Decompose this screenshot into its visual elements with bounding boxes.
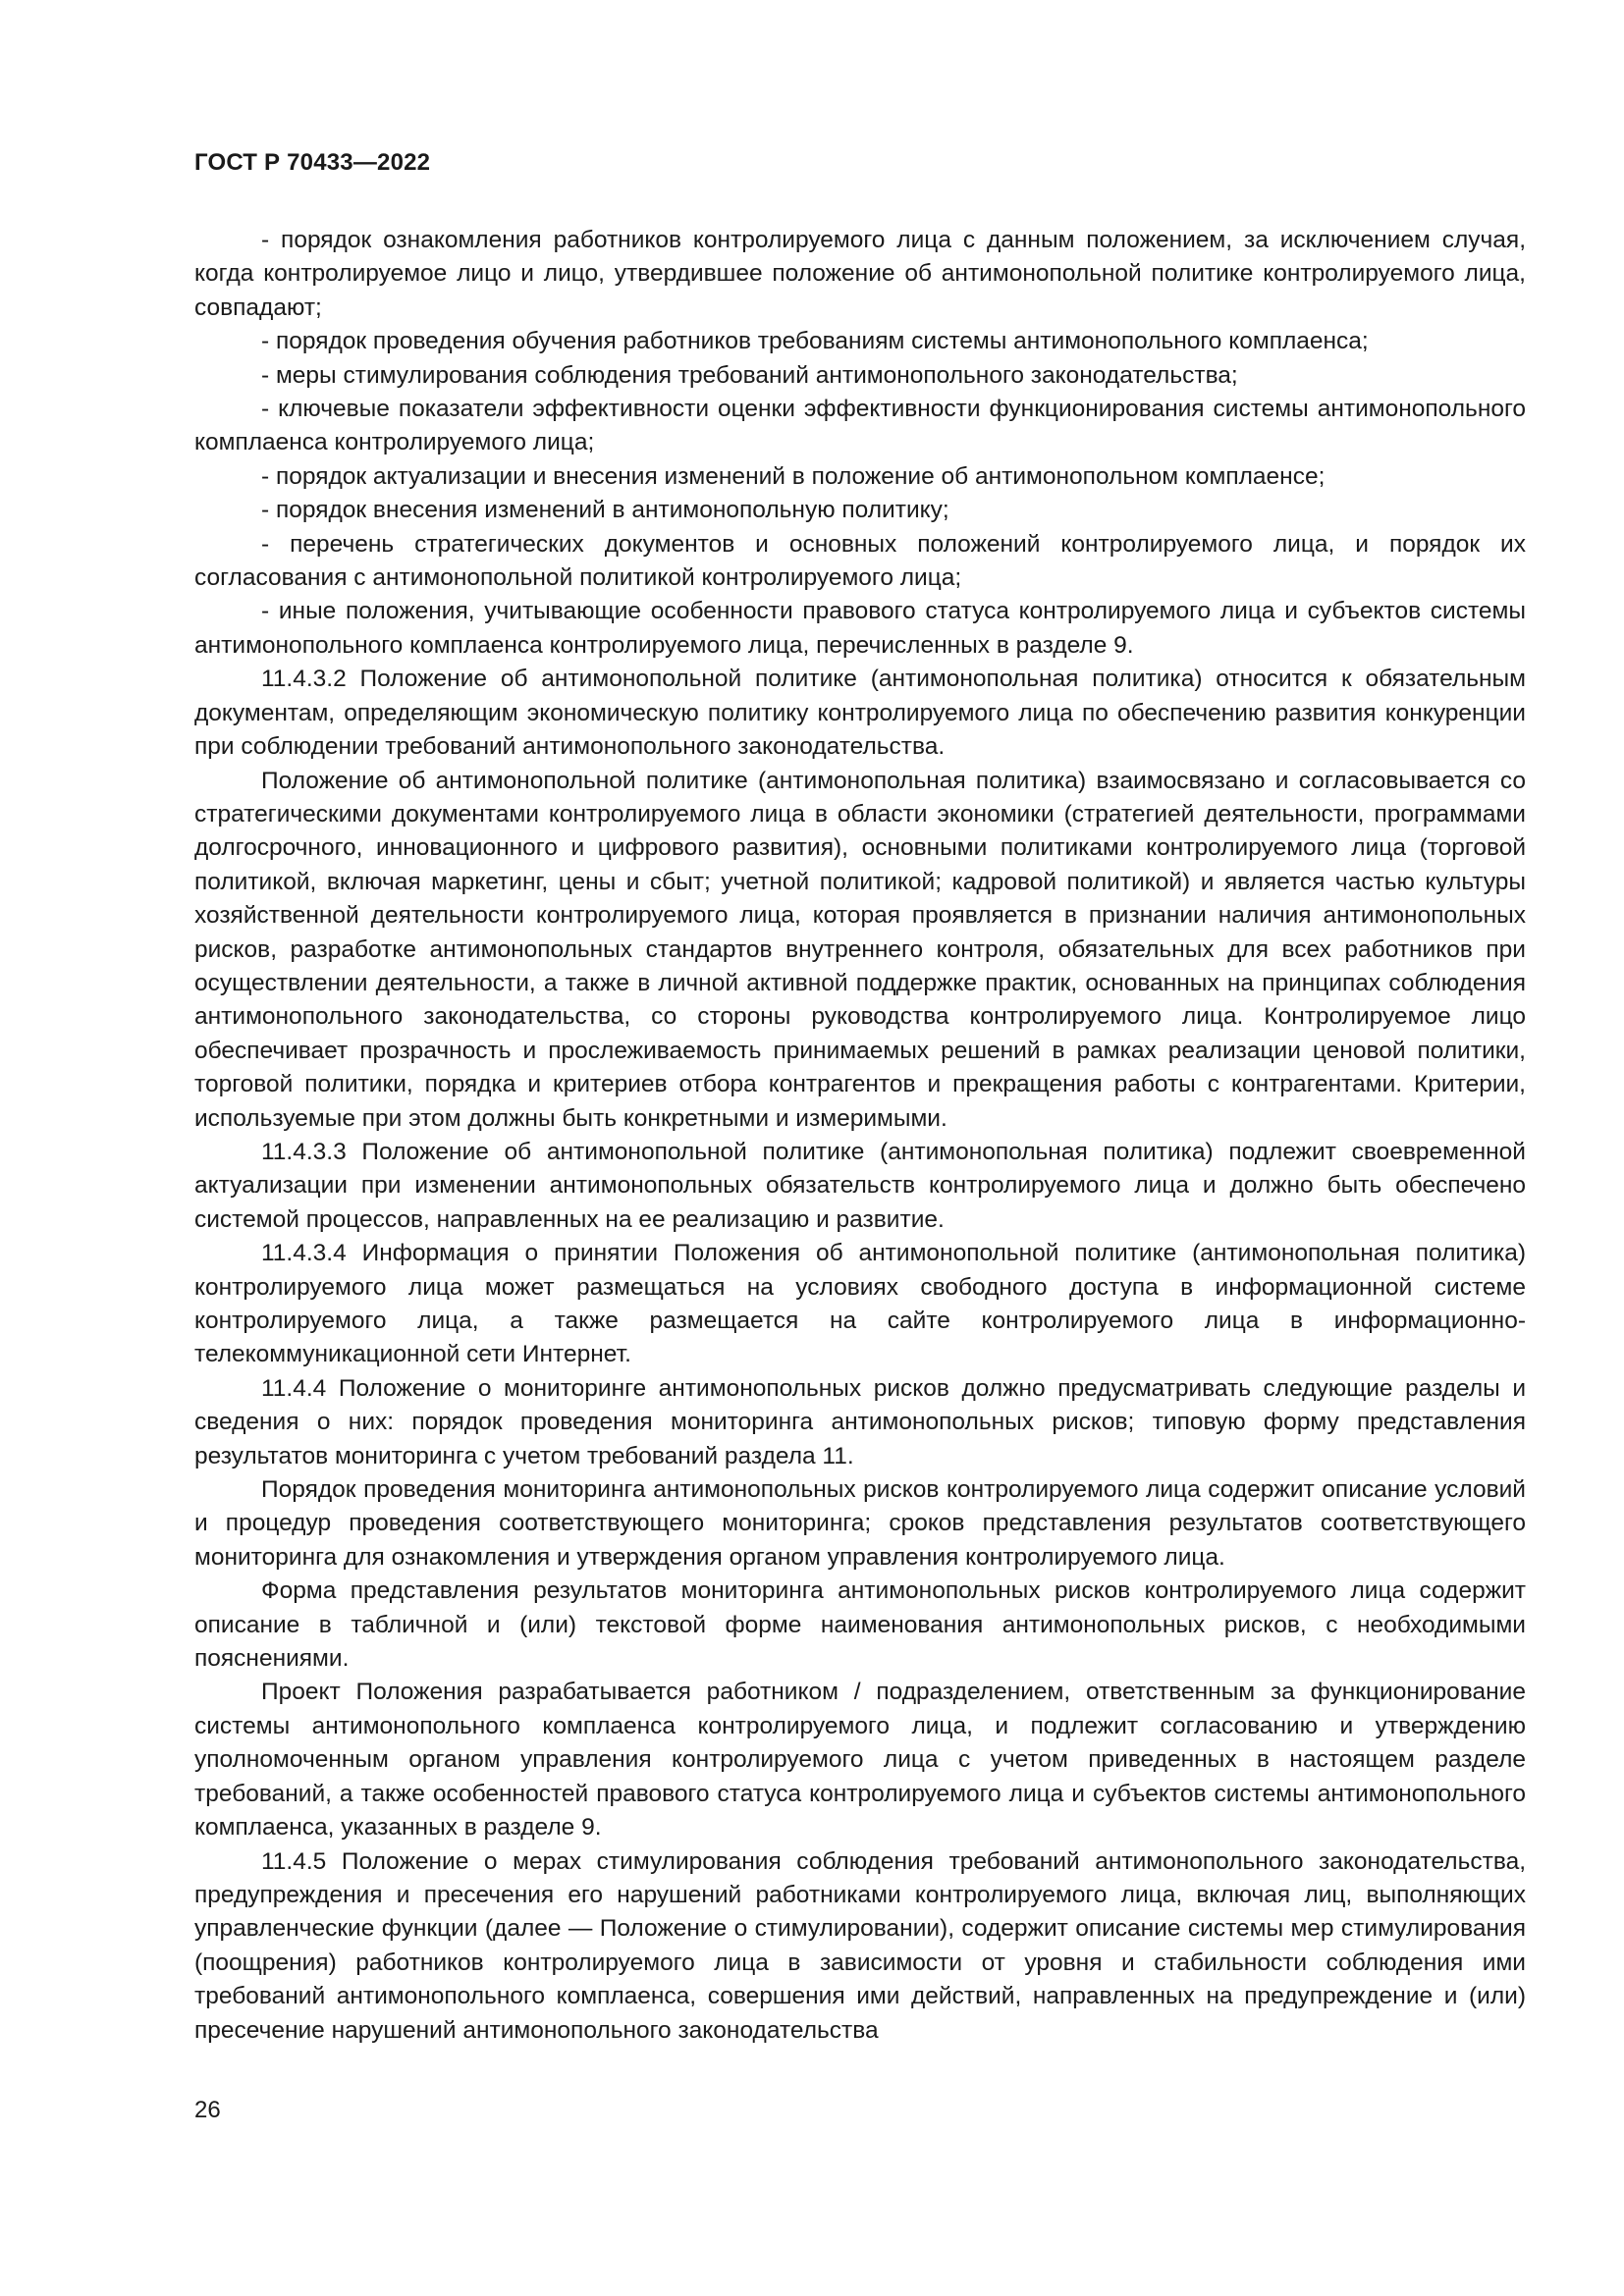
paragraph: Форма представления результатов мониторинга антимонопольных рисков контролируемого лица содержит описание в табличной и (или) текстовой форме наименования антимонопольных рисков, с необходимыми пояснениями.: [194, 1577, 1526, 1673]
paragraph: 11.4.5 Положение о мерах стимулирования соблюдения требований антимонопольного законодательства, предупреждения и пресечения его нарушений работниками контролируемого лица, включая лиц, выполняющих управленческие функции (далее — Положение о стимулировании), содержит описание системы мер стимулирования (поощрения) работников контролируемого лица в зависимости от уровня и стабильности соблюдения ими требований антимонопольного комплаенса, совершения ими действий, направленных на предупреждение и (или) пресечение нарушений антимонопольного законодательства: [194, 1847, 1526, 2044]
paragraph: 11.4.3.2 Положение об антимонопольной политике (антимонопольная политика) относится к обязательным документам, определяющим экономическую политику контролируемого лица по обеспечению развития конкуренции при соблюдении требований антимонопольного законодательства.: [194, 666, 1526, 761]
paragraph: - меры стимулирования соблюдения требований антимонопольного законодательства;: [261, 361, 1238, 389]
paragraph: 11.4.3.3 Положение об антимонопольной политике (антимонопольная политика) подлежит своевременной актуализации при изменении антимонопольных обязательств контролируемого лица и должно быть обеспечено системой процессов, направленных на ее реализацию и развитие.: [194, 1138, 1526, 1233]
paragraph: - порядок проведения обучения работников требованиям системы антимонопольного комплаенса;: [261, 328, 1369, 355]
paragraph: - ключевые показатели эффективности оценки эффективности функционирования системы антимонопольного комплаенса контролируемого лица;: [194, 396, 1526, 456]
standard-code-header: ГОСТ Р 70433—2022: [194, 149, 431, 176]
paragraph: 11.4.4 Положение о мониторинге антимонопольных рисков должно предусматривать следующие разделы и сведения о них: порядок проведения мониторинга антимонопольных рисков; типовую форму представления результатов мониторинга с учетом требований раздела 11.: [194, 1374, 1526, 1469]
document-body: [194, 224, 1526, 2048]
paragraph: - иные положения, учитывающие особенности правового статуса контролируемого лица и субъектов системы антимонопольного комплаенса контролируемого лица, перечисленных в разделе 9.: [194, 598, 1526, 659]
paragraph: - порядок актуализации и внесения изменений в положение об антимонопольном комплаенсе;: [261, 462, 1326, 490]
paragraph: Проект Положения разрабатывается работником / подразделением, ответственным за функционирование системы антимонопольного комплаенса контролируемого лица, и подлежит согласованию и утверждению уполномоченным органом управления контролируемого лица с учетом приведенных в настоящем разделе требований, а также особенностей правового статуса контролируемого лица и субъектов системы антимонопольного комплаенса, указанных в разделе 9.: [194, 1679, 1526, 1842]
page-number: 26: [194, 2097, 221, 2123]
paragraph: Положение об антимонопольной политике (антимонопольная политика) взаимосвязано и согласовывается со стратегическими документами контролируемого лица в области экономики (стратегией деятельности, программами долгосрочного, инновационного и цифрового развития), основными политиками контролируемого лица (торговой политикой, включая маркетинг, цены и сбыт; учетной политикой; кадровой политикой) и является частью культуры хозяйственной деятельности контролируемого лица, которая проявляется в признании наличия антимонопольных рисков, разработке антимонопольных стандартов внутреннего контроля, обязательных для всех работников при осуществлении деятельности, а также в личной активной поддержке практик, основанных на принципах соблюдения антимонопольного законодательства, со стороны руководства контролируемого лица. Контролируемое лицо обеспечивает прозрачность и прослеживаемость принимаемых решений в рамках реализации ценовой политики, торговой политики, порядка и критериев отбора контрагентов и прекращения работы с контрагентами. Критерии, используемые при этом должны быть конкретными и измеримыми.: [194, 767, 1526, 1132]
paragraph: - порядок ознакомления работников контролируемого лица с данным положением, за исключением случая, когда контролируемое лицо и лицо, утвердившее положение об антимонопольной политике контролируемого лица, совпадают;: [194, 227, 1526, 321]
paragraph: - порядок внесения изменений в антимонопольную политику;: [261, 497, 949, 524]
paragraph: - перечень стратегических документов и основных положений контролируемого лица, и порядок их согласования с антимонопольной политикой контролируемого лица;: [194, 530, 1526, 592]
paragraph: Порядок проведения мониторинга антимонопольных рисков контролируемого лица содержит описание условий и процедур проведения соответствующего мониторинга; сроков представления результатов соответствующего мониторинга для ознакомления и утверждения органом управления контролируемого лица.: [194, 1476, 1526, 1571]
paragraph: 11.4.3.4 Информация о принятии Положения об антимонопольной политике (антимонопольная политика) контролируемого лица может размещаться на условиях свободного доступа в информационной системе контролируемого лица, а также размещается на сайте контролируемого лица в информационно-телекоммуникационной сети Интернет.: [194, 1240, 1526, 1368]
